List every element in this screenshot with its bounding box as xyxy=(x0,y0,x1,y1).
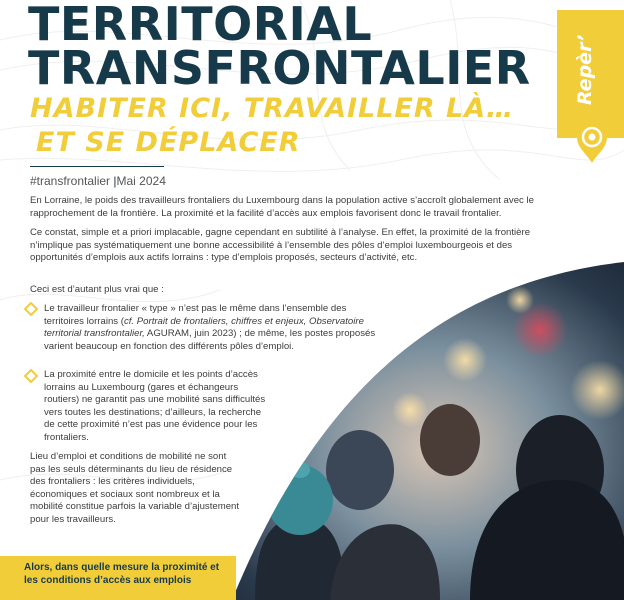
callout-text: Alors, dans quelle mesure la proximité et les conditions d’accès aux emplois xyxy=(24,562,220,586)
diamond-bullet-icon xyxy=(24,302,38,316)
location-pin-icon xyxy=(575,120,609,164)
reper-side-tab xyxy=(557,10,624,138)
bullet-1-reference: cf. Portrait de frontaliers, chiffres et enjeux, Observatoire territorial transfrontalier, xyxy=(44,315,364,340)
analysis-paragraph: Ce constat, simple et a priori implacable, gagne cependant en subtilité à l’analyse. En effet, la proximité de la frontière n’implique pas systématiquement une bonne accessibilité à l’ensemble des pôles d’emploi luxembourgeois et des opportunités d’emplois aux actifs lorrains : type d’emplois proposés, secteurs d’activité, etc. xyxy=(30,227,531,264)
title-line-1: TERRITORIAL xyxy=(28,0,373,51)
page-title xyxy=(28,0,531,95)
publication-meta xyxy=(30,174,166,188)
list-intro: Ceci est d’autant plus vrai que : xyxy=(30,284,164,295)
bullet-item-1 xyxy=(44,303,379,353)
bullet-1-text-b: AGURAM, juin 2023) ; de même, les postes proposés varient beaucoup en fonction des différents pôles d’emploi. xyxy=(44,328,376,352)
reper-label: Repèr’ xyxy=(574,34,596,105)
bullet-item-2: La proximité entre le domicile et les points d’accès lorrains au Luxembourg (gares et échangeurs routiers) ne garantit pas une mobilité sans difficultés vers toutes les destinations; d’ailleurs, la recherche de cette proximité n’est pas une évidence pour les frontaliers. xyxy=(44,369,266,443)
title-line-2: TRANSFRONTALIER xyxy=(28,41,531,95)
subtitle-line-1: HABITER ICI, TRAVAILLER LÀ… xyxy=(30,93,515,124)
intro-paragraph: En Lorraine, le poids des travailleurs frontaliers du Luxembourg dans la population active s’accroît globalement avec le rapprochement de la frontière. La proximité et la facilité d’accès aux emplois favorisent donc le travail frontalier. xyxy=(30,195,534,219)
hashtag: #transfrontalier xyxy=(30,174,111,188)
meta-separator: | xyxy=(113,174,117,188)
conclusion-paragraph: Lieu d’emploi et conditions de mobilité ne sont pas les seuls déterminants du lieu de résidence des frontaliers : les critères individuels, économiques et sociaux sont nombreux et la mobilité constitue parfois la variable d’ajustement pour les travailleurs. xyxy=(30,451,240,525)
header-divider xyxy=(30,166,164,167)
publication-date: Mai 2024 xyxy=(116,174,166,188)
bullet-1-text-a: Le travailleur frontalier « type » n’est pas le même dans l’ensemble des territoires lorrains ( xyxy=(44,303,347,327)
question-callout xyxy=(0,556,236,600)
page-subtitle xyxy=(30,92,514,160)
diamond-bullet-icon xyxy=(24,369,38,383)
subtitle-line-2: ET SE DÉPLACER xyxy=(36,127,301,158)
